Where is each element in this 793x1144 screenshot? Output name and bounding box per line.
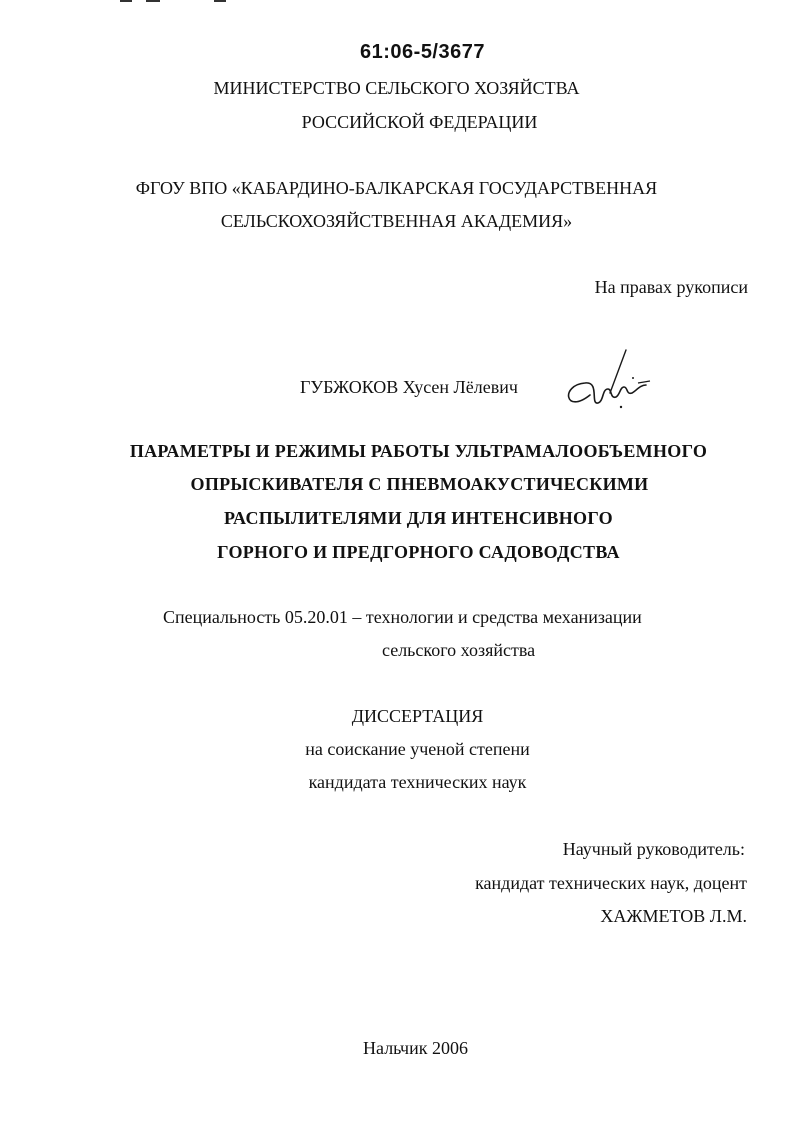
specialty-line-1: Специальность 05.20.01 – технологии и средства механизации (163, 607, 642, 627)
ministry-line-2: РОССИЙСКОЙ ФЕДЕРАЦИИ (301, 112, 538, 132)
author-name: ГУБЖОКОВ Хусен Лёлевич (300, 377, 518, 397)
ministry-line-1: МИНИСТЕРСТВО СЕЛЬСКОГО ХОЗЯЙСТВА (213, 78, 580, 98)
specialty-line-2: сельского хозяйства (382, 640, 536, 660)
institution-line-2: СЕЛЬСКОХОЗЯЙСТВЕННАЯ АКАДЕМИЯ» (220, 211, 573, 231)
title-line-1: ПАРАМЕТРЫ И РЕЖИМЫ РАБОТЫ УЛЬТРАМАЛООБЪЕМНОГО (129, 441, 708, 461)
signature (560, 345, 660, 415)
archive-code: 61:06-5/3677 (360, 41, 485, 63)
dissertation-heading: ДИССЕРТАЦИЯ (351, 706, 484, 726)
supervisor-name: ХАЖМЕТОВ Л.М. (600, 906, 747, 926)
supervisor-degree: кандидат технических наук, доцент (475, 873, 747, 893)
dissertation-line-1: на соискание ученой степени (305, 739, 530, 759)
dissertation-line-2: кандидата технических наук (308, 772, 527, 792)
institution-line-1: ФГОУ ВПО «КАБАРДИНО-БАЛКАРСКАЯ ГОСУДАРСТВЕННАЯ (135, 178, 658, 198)
title-line-4: ГОРНОГО И ПРЕДГОРНОГО САДОВОДСТВА (217, 542, 620, 562)
title-line-2: ОПРЫСКИВАТЕЛЯ С ПНЕВМОАКУСТИЧЕСКИМИ (190, 474, 649, 494)
supervisor-label: Научный руководитель: (562, 839, 745, 859)
city-year: Нальчик 2006 (363, 1038, 468, 1058)
title-line-3: РАСПЫЛИТЕЛЯМИ ДЛЯ ИНТЕНСИВНОГО (224, 508, 613, 528)
manuscript-note: На правах рукописи (594, 277, 748, 297)
